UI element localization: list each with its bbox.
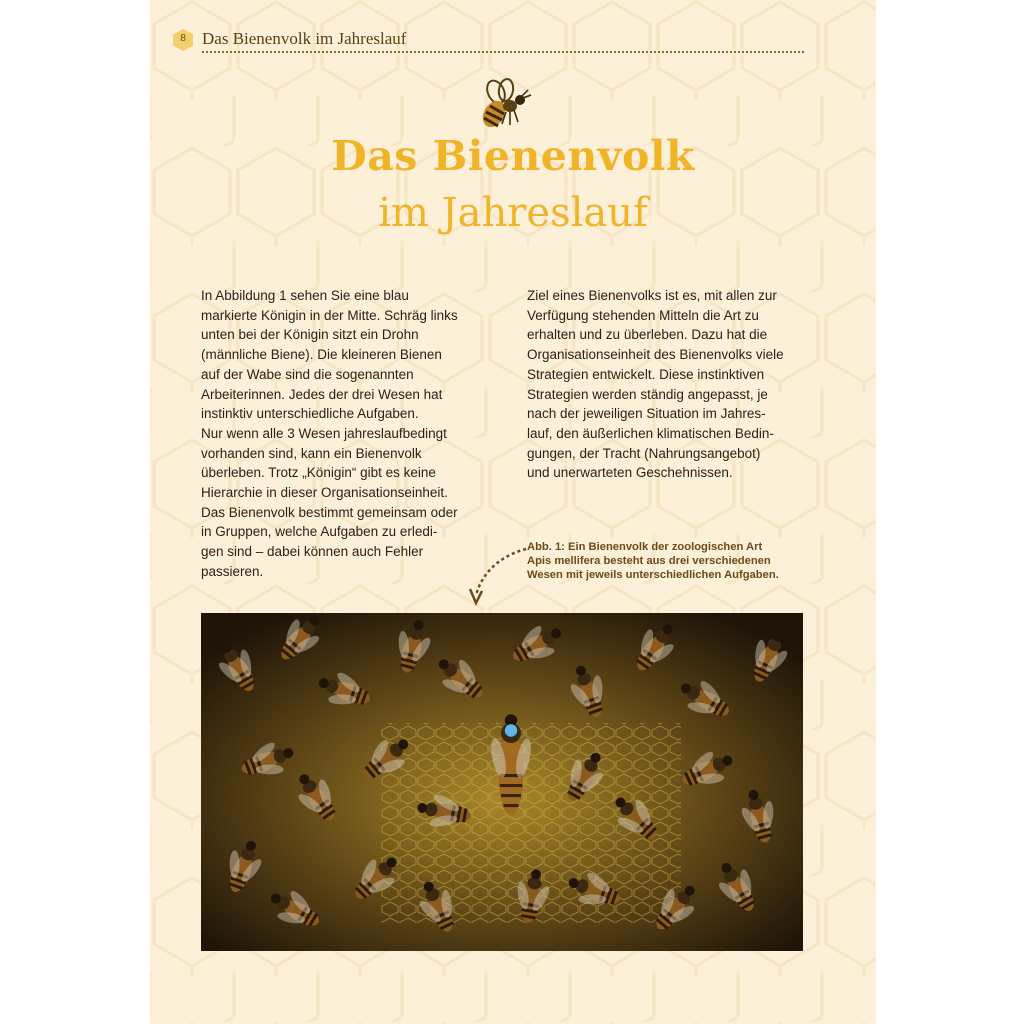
page-header xyxy=(172,28,804,54)
book-page xyxy=(150,0,876,1024)
caption-pointer-icon xyxy=(468,545,528,610)
body-text-right: Ziel eines Bienenvolks ist es, mit allen zur Verfügung stehenden Mitteln die Art zu erhalten und zu überleben. Dazu hat die Organisationseinheit des Bienenvolks viele Strategien entwickelt. Diese instinktiven Strategien werden ständig angepasst, je nach der jeweiligen Situation im Jahres- lauf, den äußerlichen klimatischen Bedin- gungen, der Tracht (Nahrungsangebot) und unerwarteten Geschehnissen. xyxy=(527,288,784,481)
page-title-line1: Das Bienenvolk xyxy=(331,132,695,180)
running-title: Das Bienenvolk im Jahreslauf xyxy=(202,29,407,48)
figure-caption: Abb. 1: Ein Bienenvolk der zoologischen Art Apis mellifera besteht aus drei verschiedenen Wesen mit jeweils unterschiedlichen Aufgaben. xyxy=(527,541,779,581)
body-text-left: In Abbildung 1 sehen Sie eine blau markierte Königin in der Mitte. Schräg links unten bei der Königin sitzt ein Drohn (männliche Biene). Die kleineren Bienen auf der Wabe sind die sogenannten Arbeiterinnen. Jedes der drei Wesen hat instinktiv unterschiedliche Aufgaben. Nur wenn alle 3 Wesen jahreslaufbedingt vorhanden sind, kann ein Bienenvolk überleben. Trotz „Königin“ gibt es keine Hierarchie in dieser Organisationseinheit. Das Bienenvolk bestimmt gemeinsam oder in Gruppen, welche Aufgaben zu erledi- gen sind – dabei können auch Fehler passieren. xyxy=(201,288,458,579)
bee-colony-photo xyxy=(201,613,803,951)
header-divider xyxy=(202,51,804,53)
page-title-line2: im Jahreslauf xyxy=(378,190,648,236)
bee-icon xyxy=(476,78,536,136)
page-number: 8 xyxy=(180,33,186,44)
page-number-badge xyxy=(172,28,194,52)
